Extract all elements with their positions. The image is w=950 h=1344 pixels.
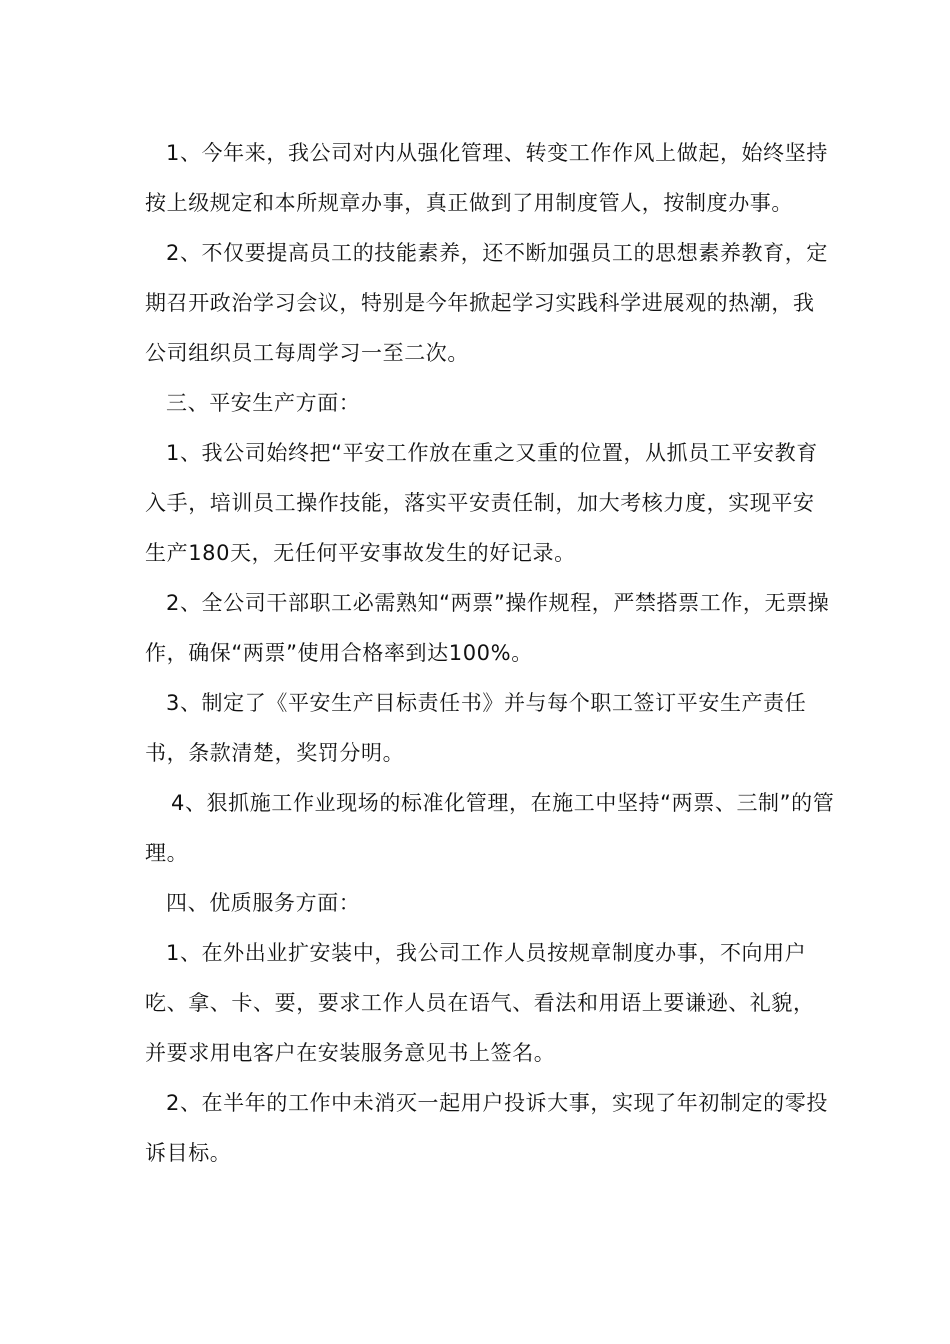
paragraph-safety-2: 2、全公司干部职工必需熟知“两票”操作规程，严禁搭票工作，无票操作，确保“两票”使用合格率到达100%。 bbox=[145, 591, 830, 665]
paragraph-safety-4: 4、狠抓施工作业现场的标准化管理，在施工中坚持“两票、三制”的管理。 bbox=[145, 791, 835, 865]
section-heading-service: 四、优质服务方面： bbox=[166, 891, 361, 915]
paragraph-safety-1: 1、我公司始终把“平安工作放在重之又重的位置，从抓员工平安教育入手，培训员工操作技能，落实平安责任制，加大考核力度，实现平安生产180天，无任何平安事故发生的好记录。 bbox=[145, 441, 818, 565]
paragraph-service-1: 1、在外出业扩安装中，我公司工作人员按规章制度办事，不向用户吃、拿、卡、要，要求工作人员在语气、看法和用语上要谦逊、礼貌，并要求用电客户在安装服务意见书上签名。 bbox=[145, 941, 815, 1065]
section-heading-safety: 三、平安生产方面： bbox=[166, 391, 361, 415]
paragraph-management-2: 2、不仅要提高员工的技能素养，还不断加强员工的思想素养教育，定期召开政治学习会议，特别是今年掀起学习实践科学进展观的热潮，我公司组织员工每周学习一至二次。 bbox=[145, 241, 828, 365]
paragraph-management-1: 1、今年来，我公司对内从强化管理、转变工作作风上做起，始终坚持按上级规定和本所规章办事，真正做到了用制度管人，按制度办事。 bbox=[145, 141, 828, 215]
paragraph-safety-3: 3、制定了《平安生产目标责任书》并与每个职工签订平安生产责任书，条款清楚，奖罚分明。 bbox=[145, 691, 807, 765]
paragraph-service-2: 2、在半年的工作中未消灭一起用户投诉大事，实现了年初制定的零投诉目标。 bbox=[145, 1091, 828, 1165]
document-body bbox=[145, 128, 835, 1178]
